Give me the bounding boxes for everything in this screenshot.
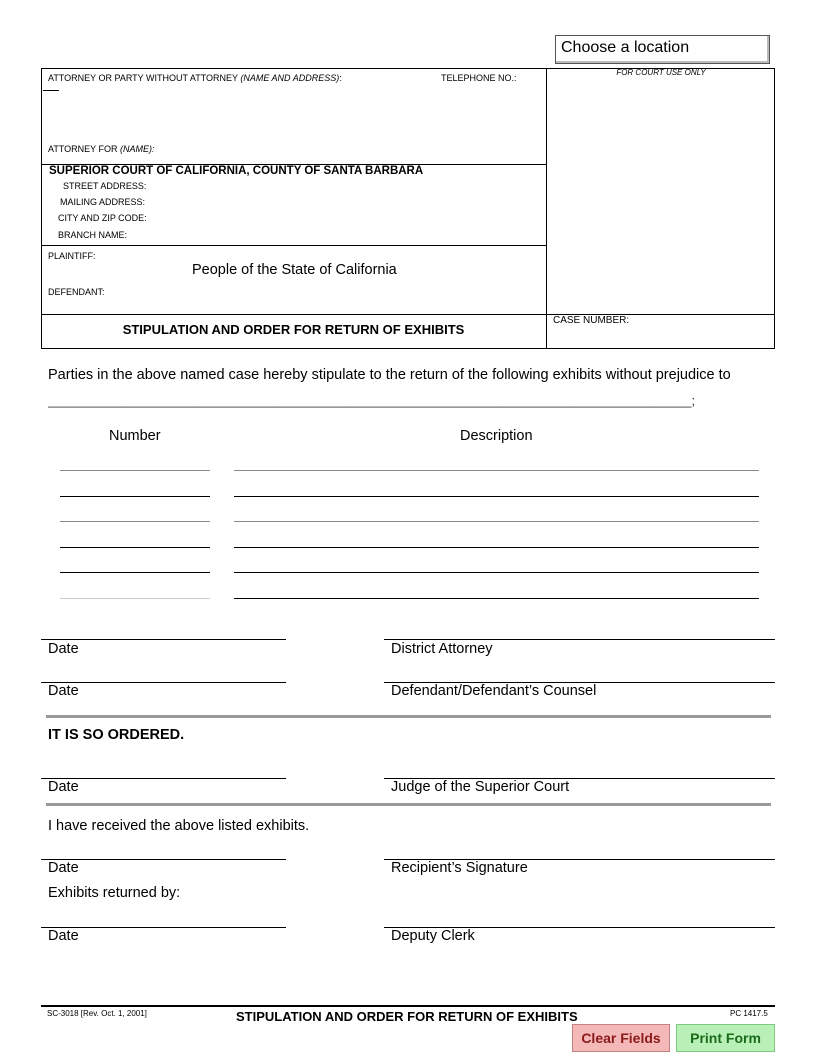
plaintiff-value: People of the State of California xyxy=(192,262,397,278)
defendant-label: DEFENDANT: xyxy=(48,287,105,297)
date-label-recipient: Date xyxy=(48,860,79,876)
case-number-label: CASE NUMBER: xyxy=(553,315,630,326)
section-divider-1 xyxy=(46,715,771,718)
recipient-label: Recipient’s Signature xyxy=(391,860,528,876)
section-divider-2 xyxy=(46,803,771,806)
district-attorney-label: District Attorney xyxy=(391,641,493,657)
court-use-label: FOR COURT USE ONLY xyxy=(616,68,706,77)
date-label-defendant: Date xyxy=(48,683,79,699)
exhibit-number-3[interactable] xyxy=(60,521,210,522)
date-label-da: Date xyxy=(48,641,79,657)
judge-label: Judge of the Superior Court xyxy=(391,779,570,795)
attorney-label: ATTORNEY OR PARTY WITHOUT ATTORNEY (NAME AND ADDRESS): xyxy=(48,73,342,83)
street-address-label: STREET ADDRESS: xyxy=(63,181,147,191)
clear-fields-button[interactable]: Clear Fields xyxy=(572,1024,670,1052)
case-number-input[interactable] xyxy=(550,330,772,346)
exhibit-description-6[interactable] xyxy=(234,598,759,599)
exhibit-description-1[interactable] xyxy=(234,470,759,471)
date-line-da[interactable] xyxy=(41,639,286,640)
returned-by-text: Exhibits returned by: xyxy=(48,885,181,901)
da-signature-line[interactable] xyxy=(384,639,775,640)
exhibit-description-2[interactable] xyxy=(234,496,759,497)
deputy-clerk-label: Deputy Clerk xyxy=(391,928,475,944)
so-ordered-heading: IT IS SO ORDERED. xyxy=(48,727,185,743)
form-title: STIPULATION AND ORDER FOR RETURN OF EXHIBITS xyxy=(122,322,465,337)
received-text: I have received the above listed exhibits. xyxy=(48,818,310,834)
description-header: Description xyxy=(460,428,533,444)
exhibit-number-1[interactable] xyxy=(60,470,210,471)
city-zip-label: CITY AND ZIP CODE: xyxy=(58,213,147,223)
location-select-value: Choose a location xyxy=(561,39,690,56)
branch-name-label: BRANCH NAME: xyxy=(58,230,128,240)
defendant-counsel-label: Defendant/Defendant’s Counsel xyxy=(391,683,597,699)
court-name: SUPERIOR COURT OF CALIFORNIA, COUNTY OF SANTA BARBARA xyxy=(49,165,424,177)
mailing-address-label: MAILING ADDRESS: xyxy=(60,197,146,207)
print-form-button[interactable]: Print Form xyxy=(676,1024,775,1052)
exhibit-number-5[interactable] xyxy=(60,572,210,573)
plaintiff-label: PLAINTIFF: xyxy=(48,251,96,261)
prejudice-blank[interactable]: _________________________________________________________________________________________; xyxy=(48,393,696,408)
pc-code: PC 1417.5 xyxy=(730,1009,768,1018)
exhibit-number-6[interactable] xyxy=(60,598,210,599)
defendant-input[interactable] xyxy=(112,283,542,301)
form-code: SC-3018 [Rev. Oct. 1, 2001] xyxy=(47,1009,147,1018)
footer-title: STIPULATION AND ORDER FOR RETURN OF EXHIBITS xyxy=(236,1009,578,1024)
date-label-judge: Date xyxy=(48,779,79,795)
exhibit-description-4[interactable] xyxy=(234,547,759,548)
attorney-for-label: ATTORNEY FOR (NAME): xyxy=(48,144,155,154)
exhibit-description-5[interactable] xyxy=(234,572,759,573)
attorney-input[interactable] xyxy=(44,84,542,142)
date-label-clerk: Date xyxy=(48,928,79,944)
exhibit-number-4[interactable] xyxy=(60,547,210,548)
telephone-label: TELEPHONE NO.: xyxy=(441,73,517,83)
exhibit-description-3[interactable] xyxy=(234,521,759,522)
stipulation-text: Parties in the above named case hereby stipulate to the return of the following exhibits without prejudice to xyxy=(48,367,731,383)
location-select[interactable] xyxy=(555,35,770,64)
exhibit-number-2[interactable] xyxy=(60,496,210,497)
number-header: Number xyxy=(109,428,161,444)
footer-rule xyxy=(41,1005,775,1007)
